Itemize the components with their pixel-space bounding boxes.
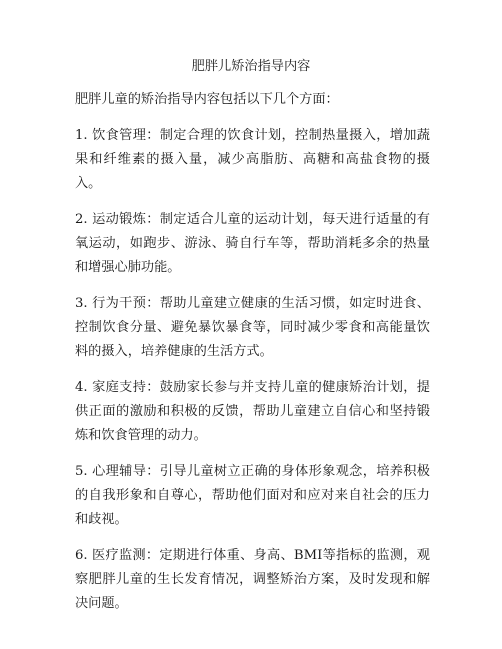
document-title: 肥胖儿矫治指导内容 (191, 59, 311, 74)
section-diet-management: 1. 饮食管理：制定合理的饮食计划，控制热量摄入，增加蔬果和纤维素的摄入量，减少高脂肪、高糖和高盐食物的摄入。 (75, 128, 430, 191)
section-family-support: 4. 家庭支持：鼓励家长参与并支持儿童的健康矫治计划，提供正面的激励和积极的反馈，帮助儿童建立自信心和坚持锻炼和饮食管理的动力。 (75, 380, 430, 443)
section-behavior-intervention: 3. 行为干预：帮助儿童建立健康的生活习惯，如定时进食、控制饮食分量、避免暴饮暴食等，同时减少零食和高能量饮料的摄入，培养健康的生活方式。 (75, 296, 430, 359)
document-body (75, 88, 430, 628)
section-psychological-counseling: 5. 心理辅导：引导儿童树立正确的身体形象观念，培养积极的自我形象和自尊心，帮助他们面对和应对来自社会的压力和歧视。 (75, 464, 430, 527)
intro-paragraph: 肥胖儿童的矫治指导内容包括以下几个方面： (75, 92, 339, 107)
section-medical-monitoring: 6. 医疗监测：定期进行体重、身高、BMI等指标的监测，观察肥胖儿童的生长发育情况，调整矫治方案，及时发现和解决问题。 (75, 548, 430, 611)
section-exercise: 2. 运动锻炼：制定适合儿童的运动计划，每天进行适量的有氧运动，如跑步、游泳、骑自行车等，帮助消耗多余的热量和增强心肺功能。 (75, 212, 430, 275)
